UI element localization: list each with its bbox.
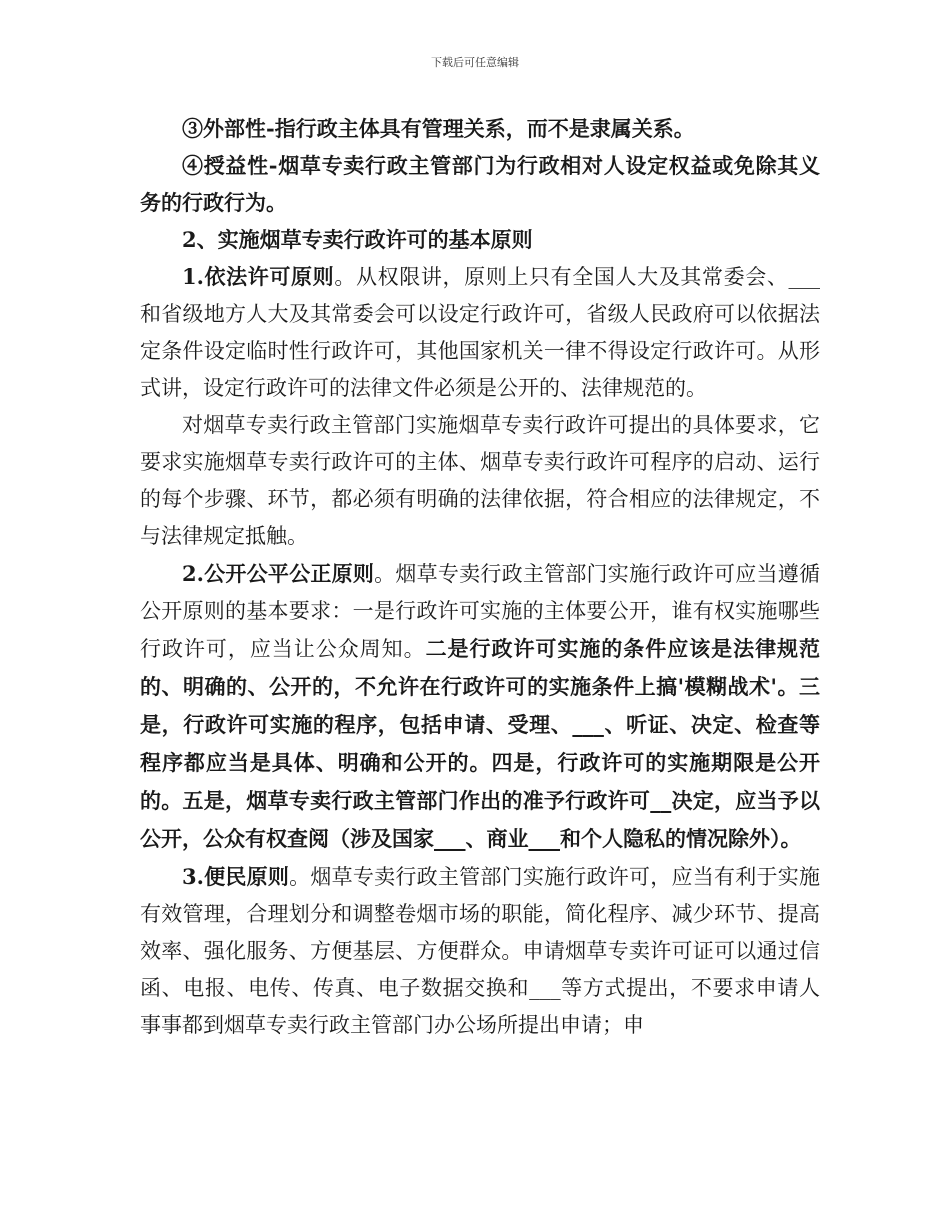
principle-3-title: 3.便民原则	[182, 864, 290, 889]
section-heading: 2、实施烟草专卖行政许可的基本原则	[182, 227, 533, 252]
principle-1-text: 。从权限讲，原则上只有全国人大及其常委会、___和省级地方人大及其常委会可以设定行政许可，省级人民政府可以依据法定条件设定临时性行政许可，其他国家机关一律不得设定行政许可。从形式讲，设定行政许可的法律文件必须是公开的、法律规范的。	[140, 265, 820, 400]
principle-2-title: 2.公开公平公正原则	[182, 561, 375, 586]
paragraph-principle-3	[140, 858, 820, 1044]
principle-2-text: 。烟草专卖行政主管部门实施行政许可应当遵循公开原则的基本要求：一是行政许可实施的主体要公开，谁有权实施哪些行政许可，应当让公众周知。	[140, 562, 820, 661]
page-header: 下载后可任意编辑	[431, 56, 519, 69]
paragraph-principle-1	[140, 258, 820, 407]
paragraph-external: ③外部性-指行政主体具有管理关系，而不是隶属关系。	[182, 116, 695, 141]
principle-3-text: 。烟草专卖行政主管部门实施行政许可，应当有利于实施有效管理，合理划分和调整卷烟市场的职能，简化程序、减少环节、提高效率、强化服务、方便基层、方便群众。申请烟草专卖许可证可以通过信函、电报、电传、传真、电子数据交换和___等方式提出，不要求申请人事事都到烟草专卖行政主管部门办公场所提出申请；申	[140, 865, 820, 1037]
paragraph-principle-2	[140, 555, 820, 858]
principle-2-bold-text: 二是行政许可实施的条件应该是法律规范的、明确的、公开的，不允许在行政许可的实施条件上搞'模糊战术'。三是，行政许可实施的程序，包括申请、受理、___、听证、决定、检查等程序都应当是具体、明确和公开的。四是，行政许可的实施期限是公开的。五是，烟草专卖行政主管部门作出的准予行政许可__决定，应当予以公开，公众有权查阅（涉及国家___、商业___和个人隐私的情况除外）。	[140, 636, 821, 851]
document-body	[140, 110, 820, 1044]
principle-1-title: 1.依法许可原则	[182, 264, 335, 289]
paragraph-beneficial: ④授益性-烟草专卖行政主管部门为行政相对人设定权益或免除其义务的行政行为。	[140, 153, 820, 215]
paragraph-requirement: 对烟草专卖行政主管部门实施烟草专卖行政许可提出的具体要求，它要求实施烟草专卖行政许可的主体、烟草专卖行政许可程序的启动、运行的每个步骤、环节，都必须有明确的法律依据，符合相应的法律规定，不与法律规定抵触。	[140, 413, 820, 548]
